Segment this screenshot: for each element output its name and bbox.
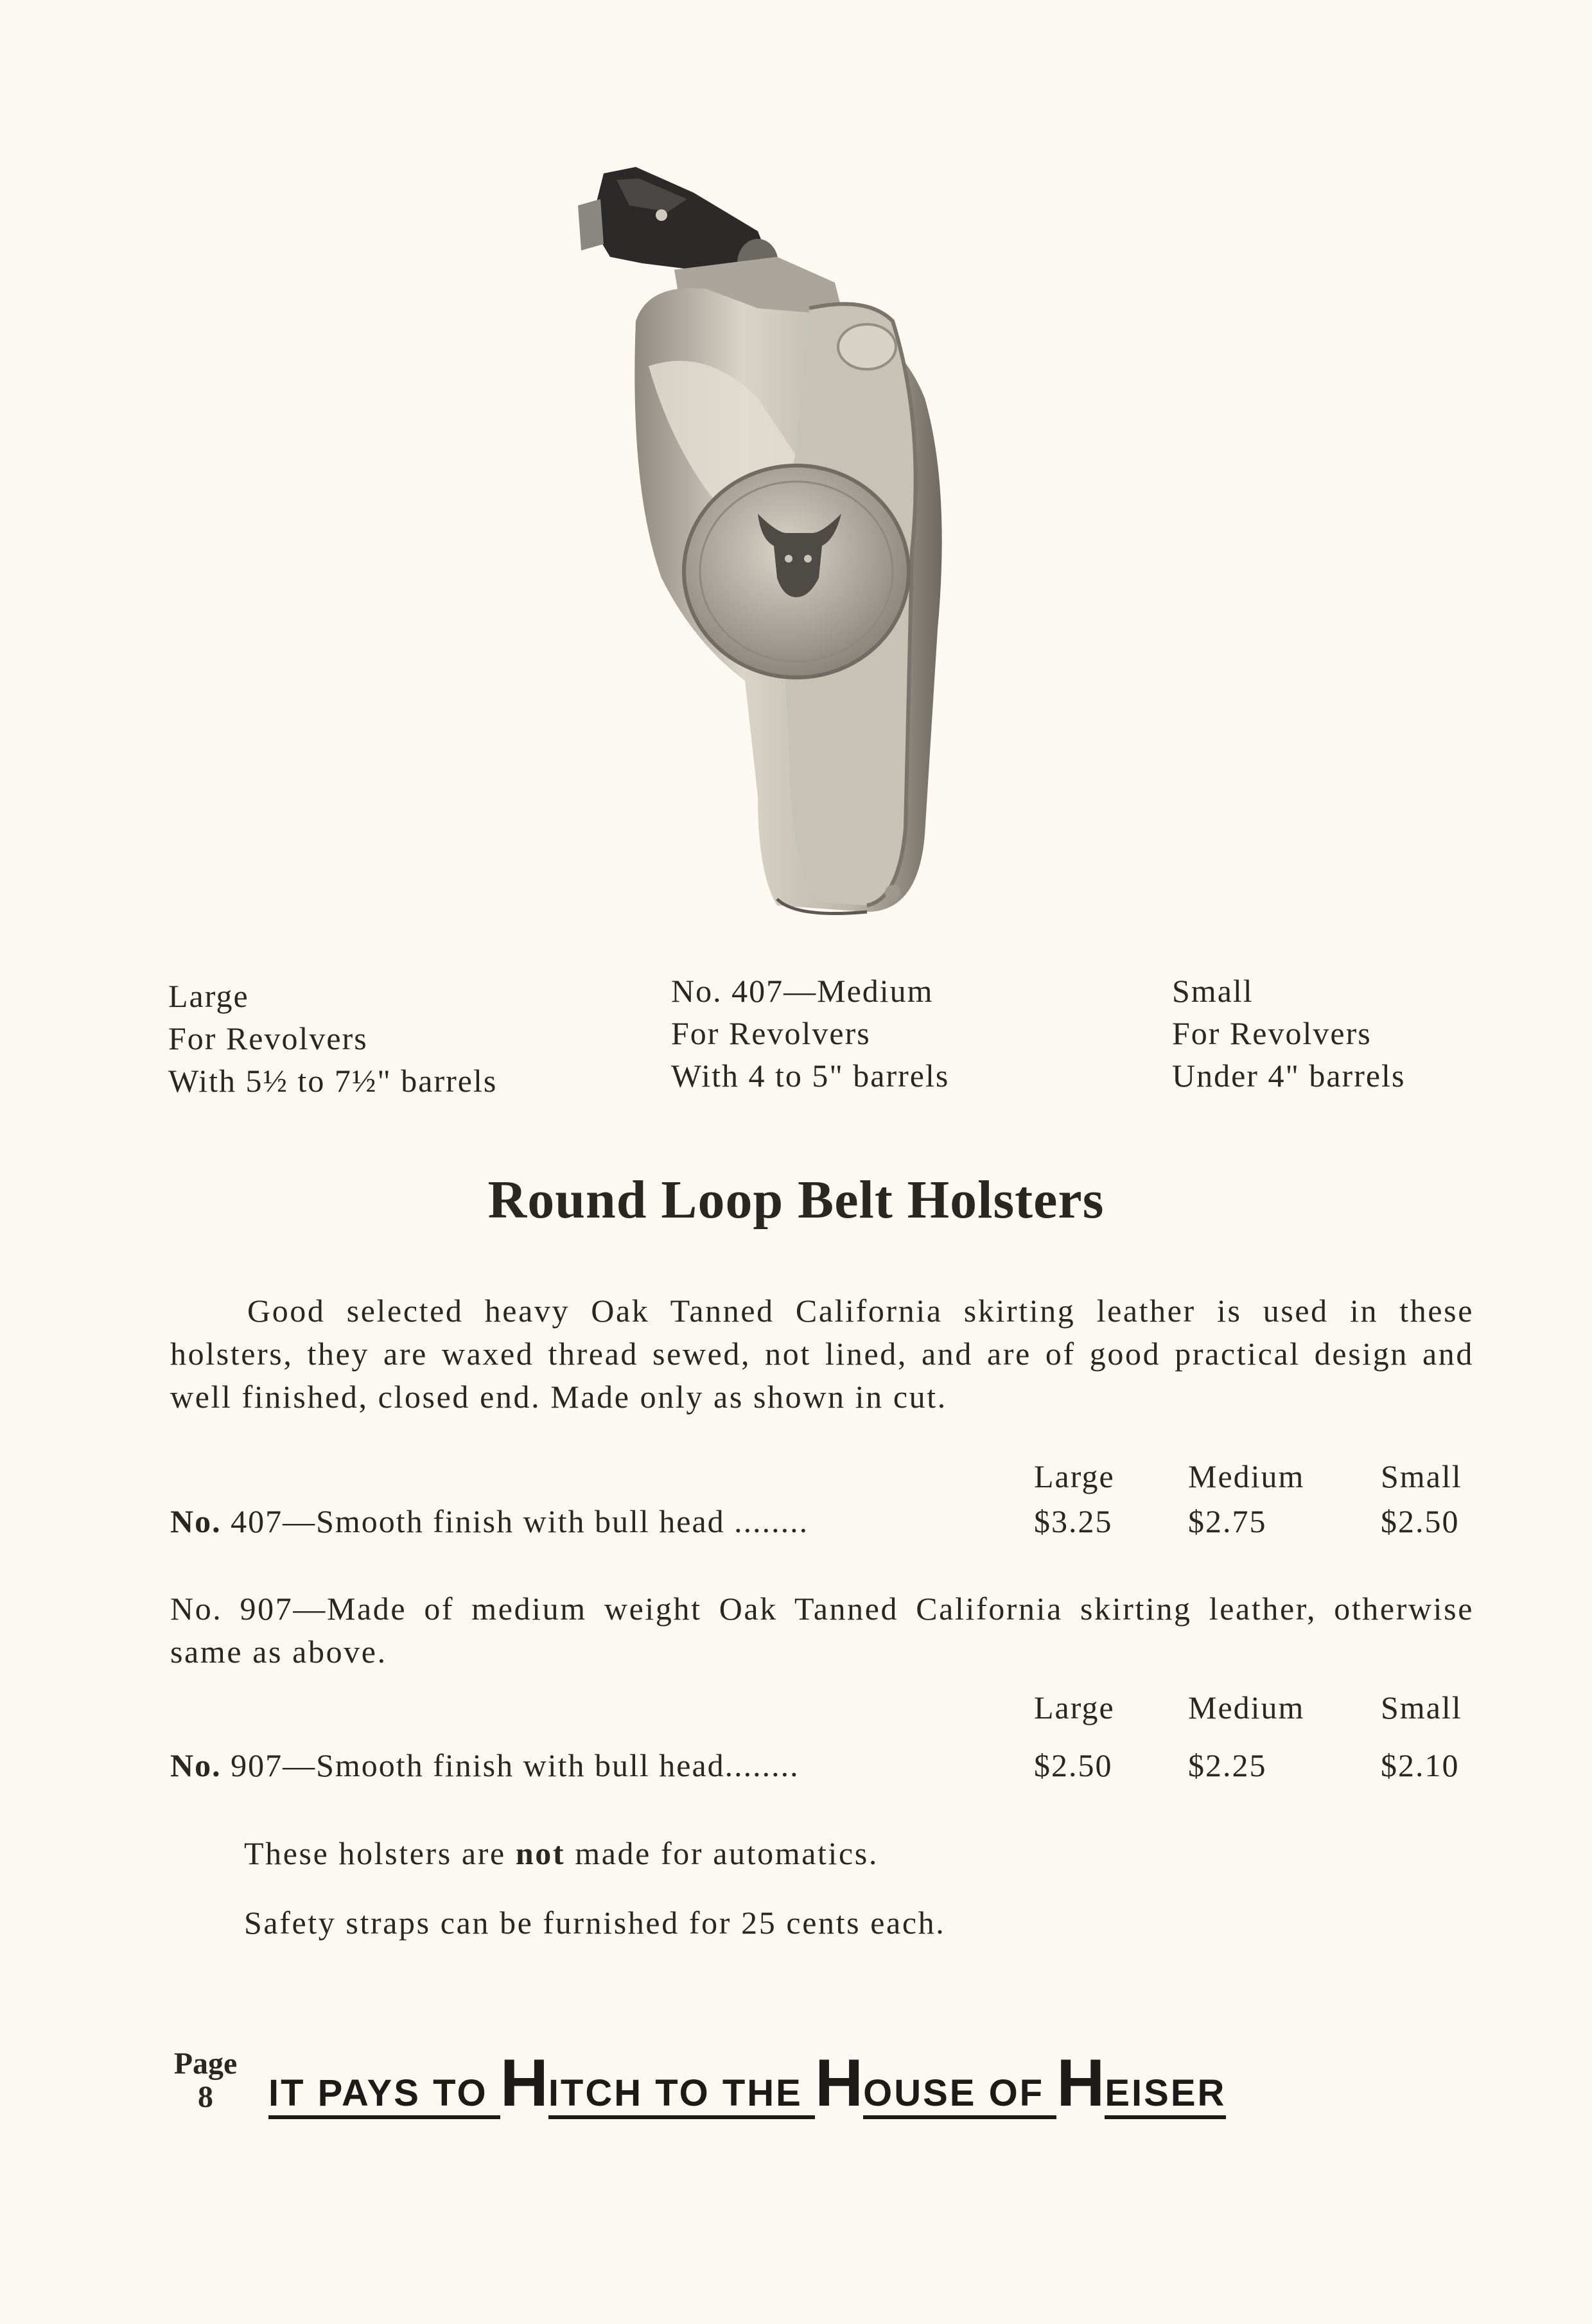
item-description: 907—Smooth finish with bull head........: [231, 1747, 800, 1783]
price-small: $2.50: [1381, 1503, 1460, 1539]
item-description: 407—Smooth finish with bull head ........: [231, 1503, 809, 1539]
header-medium: Medium: [1188, 1690, 1305, 1726]
slogan-cap-h-1: H: [500, 2046, 548, 2120]
price-large: $3.25: [1034, 1503, 1113, 1539]
slogan-part-4: EISER: [1105, 2072, 1226, 2119]
holster-photo: [565, 154, 1060, 950]
note1-pre: These holsters are: [244, 1835, 516, 1871]
price-medium: $2.25: [1188, 1747, 1267, 1783]
page-word: Page: [173, 2047, 238, 2081]
slogan-part-2: ITCH TO THE: [548, 2072, 815, 2119]
item-number-prefix: No.: [170, 1747, 222, 1783]
caption-small-line-1: Small: [1172, 973, 1254, 1009]
price-row-label: [170, 1747, 800, 1784]
note1-post: made for automatics.: [565, 1835, 879, 1871]
header-large: Large: [1034, 1690, 1115, 1726]
price-row-907: [170, 1747, 1474, 1792]
slogan-part-1: IT PAYS TO: [268, 2072, 500, 2119]
price-row-label: [170, 1503, 809, 1540]
note-safety-straps: Safety straps can be furnished for 25 cents each.: [244, 1905, 946, 1941]
caption-medium-line-2: For Revolvers: [671, 1015, 871, 1051]
slogan-part-3: OUSE OF: [863, 2072, 1056, 2119]
caption-small: [1172, 970, 1405, 1097]
footer-slogan: [268, 2045, 1227, 2120]
price-large: $2.50: [1034, 1747, 1113, 1783]
header-medium: Medium: [1188, 1458, 1305, 1494]
page-number-label: [164, 2047, 247, 2114]
price-medium: $2.75: [1188, 1503, 1267, 1539]
caption-large-line-3: With 5½ to 7½" barrels: [168, 1063, 498, 1099]
caption-small-line-3: Under 4" barrels: [1172, 1058, 1406, 1094]
note-automatics: [244, 1835, 879, 1872]
description-paragraph: Good selected heavy Oak Tanned California skirting leather is used in these holsters, they are waxed thread sewed, not lined, and are of good practical design and well finished, closed end. Made only as shown in cut.: [170, 1293, 1474, 1415]
item-number-prefix: No.: [170, 1503, 222, 1539]
slogan-cap-h-3: H: [1056, 2046, 1105, 2120]
price-header-407: [170, 1458, 1474, 1503]
slogan-cap-h-2: H: [814, 2046, 864, 2120]
caption-medium-line-1: No. 407—Medium: [671, 973, 934, 1009]
price-row-407: [170, 1503, 1474, 1548]
caption-large-line-1: Large: [168, 978, 249, 1014]
price-small: $2.10: [1381, 1747, 1460, 1783]
caption-medium-line-3: With 4 to 5" barrels: [671, 1058, 950, 1094]
page-title: Round Loop Belt Holsters: [487, 1170, 1105, 1230]
note1-bold: not: [515, 1835, 566, 1871]
header-large: Large: [1034, 1458, 1115, 1494]
price-header-907: [170, 1689, 1474, 1734]
header-small: Small: [1381, 1458, 1462, 1494]
caption-small-line-2: For Revolvers: [1172, 1015, 1372, 1051]
page-number: 8: [198, 2080, 213, 2114]
header-small: Small: [1381, 1690, 1462, 1726]
no907-paragraph: No. 907—Made of medium weight Oak Tanned California skirting leather, otherwise same as above.: [170, 1591, 1474, 1670]
caption-large: [168, 975, 497, 1102]
caption-medium: [671, 970, 949, 1097]
caption-large-line-2: For Revolvers: [168, 1020, 368, 1056]
